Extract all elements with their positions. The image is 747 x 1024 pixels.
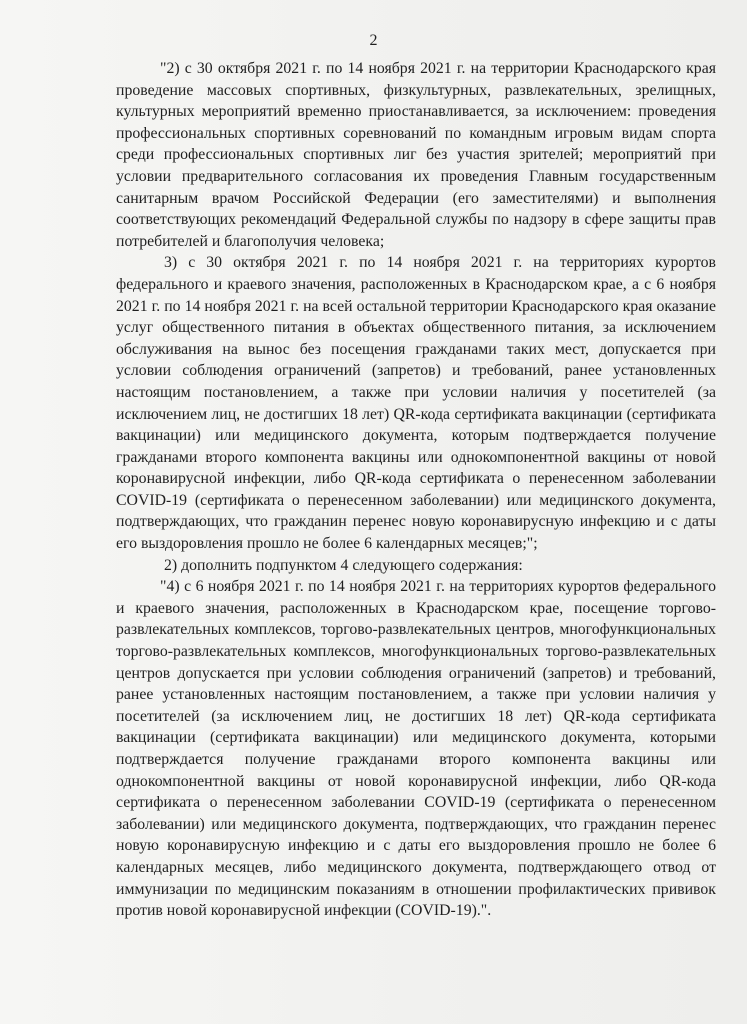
page-number: 2 — [369, 32, 378, 49]
paragraph-subitem-3: 3) с 30 октября 2021 г. по 14 ноября 2021 г. на территориях курортов федерального и краевого значения, расположенных в Краснодарском крае, а с 6 ноября 2021 г. по 14 ноября 2021 г. на всей остальной территории Краснодарского края оказание услуг общественного питания в объектах общественного питания, за исключением обслуживания на вынос без посещения гражданами таких мест, допускается при условии соблюдения ограничений (запретов) и требований, ранее установленных настоящим постановлением, а также при условии наличия у посетителей (за исключением лиц, не достигших 18 лет) QR-кода сертификата вакцинации (сертификата вакцинации) или медицинского документа, которым подтверждается получение гражданами второго компонента вакцины или однокомпонентной вакцины от новой коронавирусной инфекции, либо QR-кода сертификата о перенесенном заболевании COVID-19 (сертификата о перенесенном заболевании) или медицинского документа, подтверждающих, что гражданин перенес новую коронавирусную инфекцию и с даты его выздоровления прошло не более 6 календарных месяцев;"; — [116, 254, 716, 553]
paragraph-subitem-2: "2) с 30 октября 2021 г. по 14 ноября 2021 г. на территории Краснодарского края проведение массовых спортивных, физкультурных, развлекательных, зрелищных, культурных мероприятий временно приостанавливается, за исключением: проведения профессиональных спортивных соревнований по командным игровым видам спорта среди профессиональных спортивных лиг без участия зрителей; мероприятий при условии предварительного согласования их проведения Главным государственным санитарным врачом Российской Федерации (его заместителями) и выполнения соответствующих рекомендаций Федеральной службы по надзору в сфере защиты прав потребителей и благополучия человека; — [116, 60, 716, 250]
paragraph-amendment-intro: 2) дополнить подпунктом 4 следующего содержания: — [164, 556, 523, 574]
paragraph-subitem-4: "4) с 6 ноября 2021 г. по 14 ноября 2021 г. на территориях курортов федерального и краевого значения, расположенных в Краснодарском крае, посещение торгово-развлекательных комплексов, торгово-развлекательных центров, многофункциональных торгово-развлекательных комплексов, многофункциональных торгово-развлекательных центров допускается при условии соблюдения ограничений (запретов) и требований, ранее установленных настоящим постановлением, а также при условии наличия у посетителей (за исключением лиц, не достигших 18 лет) QR-кода сертификата вакцинации (сертификата вакцинации) или медицинского документа, которыми подтверждается получение гражданами второго компонента вакцины или однокомпонентной вакцины от новой коронавирусной инфекции, либо QR-кода сертификата о перенесенном заболевании COVID-19 (сертификата о перенесенном заболевании) или медицинского документа, подтверждающих, что гражданин перенес новую коронавирусную инфекцию и с даты его выздоровления прошло не более 6 календарных месяцев, либо медицинского документа, подтверждающего отвод от иммунизации по медицинским показаниям в отношении профилактических прививок против новой коронавирусной инфекции (COVID-19).". — [116, 578, 716, 920]
document-body — [116, 58, 716, 922]
